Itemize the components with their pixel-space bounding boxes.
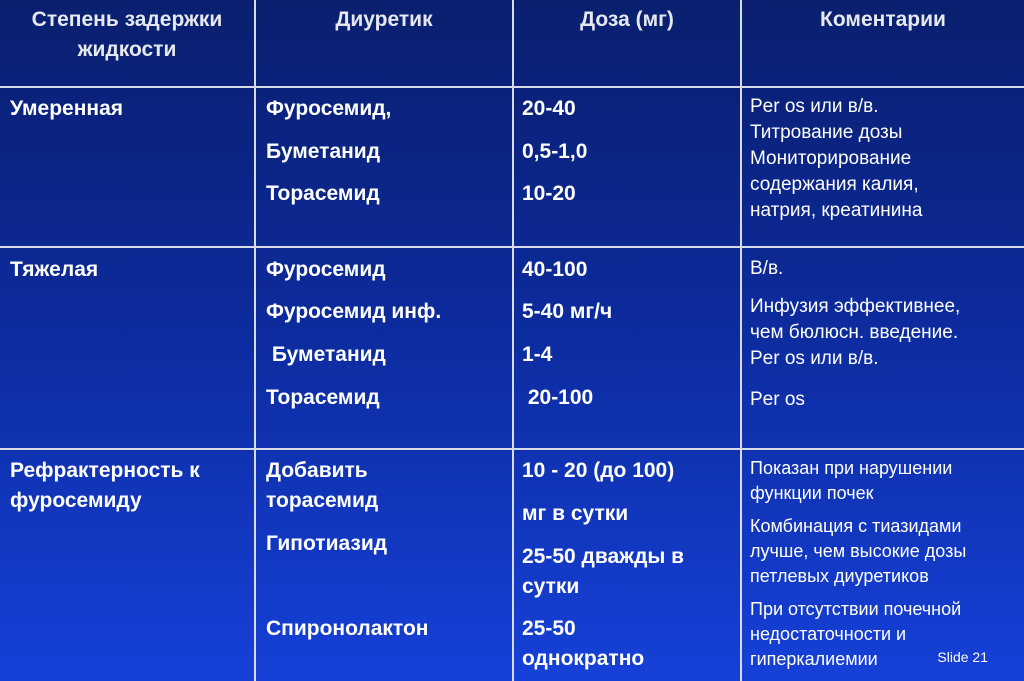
- row3-comment-1: Показан при нарушении: [750, 458, 953, 478]
- row3-comment-7: недостаточности и: [750, 624, 907, 644]
- header-degree-line1: Степень задержки: [31, 8, 223, 31]
- row3-comment-4: лучше, чем высокие дозы: [750, 541, 967, 561]
- row2-diuretic-1: Фуросемид: [266, 258, 386, 281]
- row3-diuretic-2: торасемид: [266, 489, 379, 512]
- row3-comment-5: петлевых диуретиков: [750, 566, 929, 586]
- header-dose: Доза (мг): [580, 8, 674, 31]
- row3-dose-4: сутки: [522, 575, 580, 598]
- row1-dose-2: 0,5-1,0: [522, 140, 588, 163]
- header-degree-line2: жидкости: [77, 38, 177, 61]
- row2-degree: Тяжелая: [10, 258, 99, 281]
- row2-diuretic-2: Фуросемид инф.: [266, 300, 442, 323]
- row1-degree: Умеренная: [10, 97, 124, 120]
- row2-comment-3: чем бюлюсн. введение.: [750, 322, 959, 343]
- row1-comment-3: Мониторирование: [750, 148, 912, 169]
- row3-dose-2: мг в сутки: [522, 502, 629, 525]
- row2-diuretic-4: Торасемид: [266, 386, 380, 409]
- row3-dose-6: однократно: [522, 647, 645, 670]
- row2-diuretic-3: Буметанид: [266, 343, 386, 366]
- row3-degree-line1: Рефрактерность к: [10, 459, 200, 482]
- row1-comment-1: Per os или в/в.: [750, 96, 879, 117]
- row3-diuretic-1: Добавить: [266, 459, 368, 482]
- row3-dose-1: 10 - 20 (до 100): [522, 459, 675, 482]
- row2-comment-5: Per os: [750, 389, 805, 410]
- row3-diuretic-4: Спиронолактон: [266, 617, 429, 640]
- row2-dose-1: 40-100: [522, 258, 588, 281]
- row1-comment-4: содержания калия,: [750, 174, 919, 195]
- row3-comment-8: гиперкалиемии: [750, 649, 878, 669]
- row1-dose-3: 10-20: [522, 182, 576, 205]
- column-divider: [740, 0, 742, 681]
- row2-comment-1: В/в.: [750, 258, 784, 279]
- row3-comment-3: Комбинация с тиазидами: [750, 516, 962, 536]
- row2-dose-2: 5-40 мг/ч: [522, 300, 613, 323]
- column-divider: [512, 0, 514, 681]
- row1-diuretic-2: Буметанид: [266, 140, 381, 163]
- row3-dose-3: 25-50 дважды в: [522, 545, 685, 568]
- slide-number: Slide 21: [937, 649, 988, 665]
- row1-comment-2: Титрование дозы: [750, 122, 903, 143]
- row1-comment-5: натрия, креатинина: [750, 200, 923, 221]
- header-diuretic: Диуретик: [335, 8, 433, 31]
- row2-comment-4: Per os или в/в.: [750, 348, 879, 369]
- column-divider: [254, 0, 256, 681]
- row3-dose-5: 25-50: [522, 617, 576, 640]
- row2-dose-4: 20-100: [522, 386, 594, 409]
- row3-diuretic-3: Гипотиазид: [266, 532, 388, 555]
- header-comments: Коментарии: [820, 8, 946, 31]
- row2-dose-3: 1-4: [522, 343, 553, 366]
- row1-diuretic-3: Торасемид: [266, 182, 380, 205]
- row3-comment-6: При отсутствии почечной: [750, 599, 962, 619]
- row2-comment-2: Инфузия эффективнее,: [750, 296, 961, 317]
- row3-degree-line2: фуросемиду: [10, 489, 142, 512]
- row3-comment-2: функции почек: [750, 483, 874, 503]
- row1-dose-1: 20-40: [522, 97, 576, 120]
- row1-diuretic-1: Фуросемид,: [266, 97, 392, 120]
